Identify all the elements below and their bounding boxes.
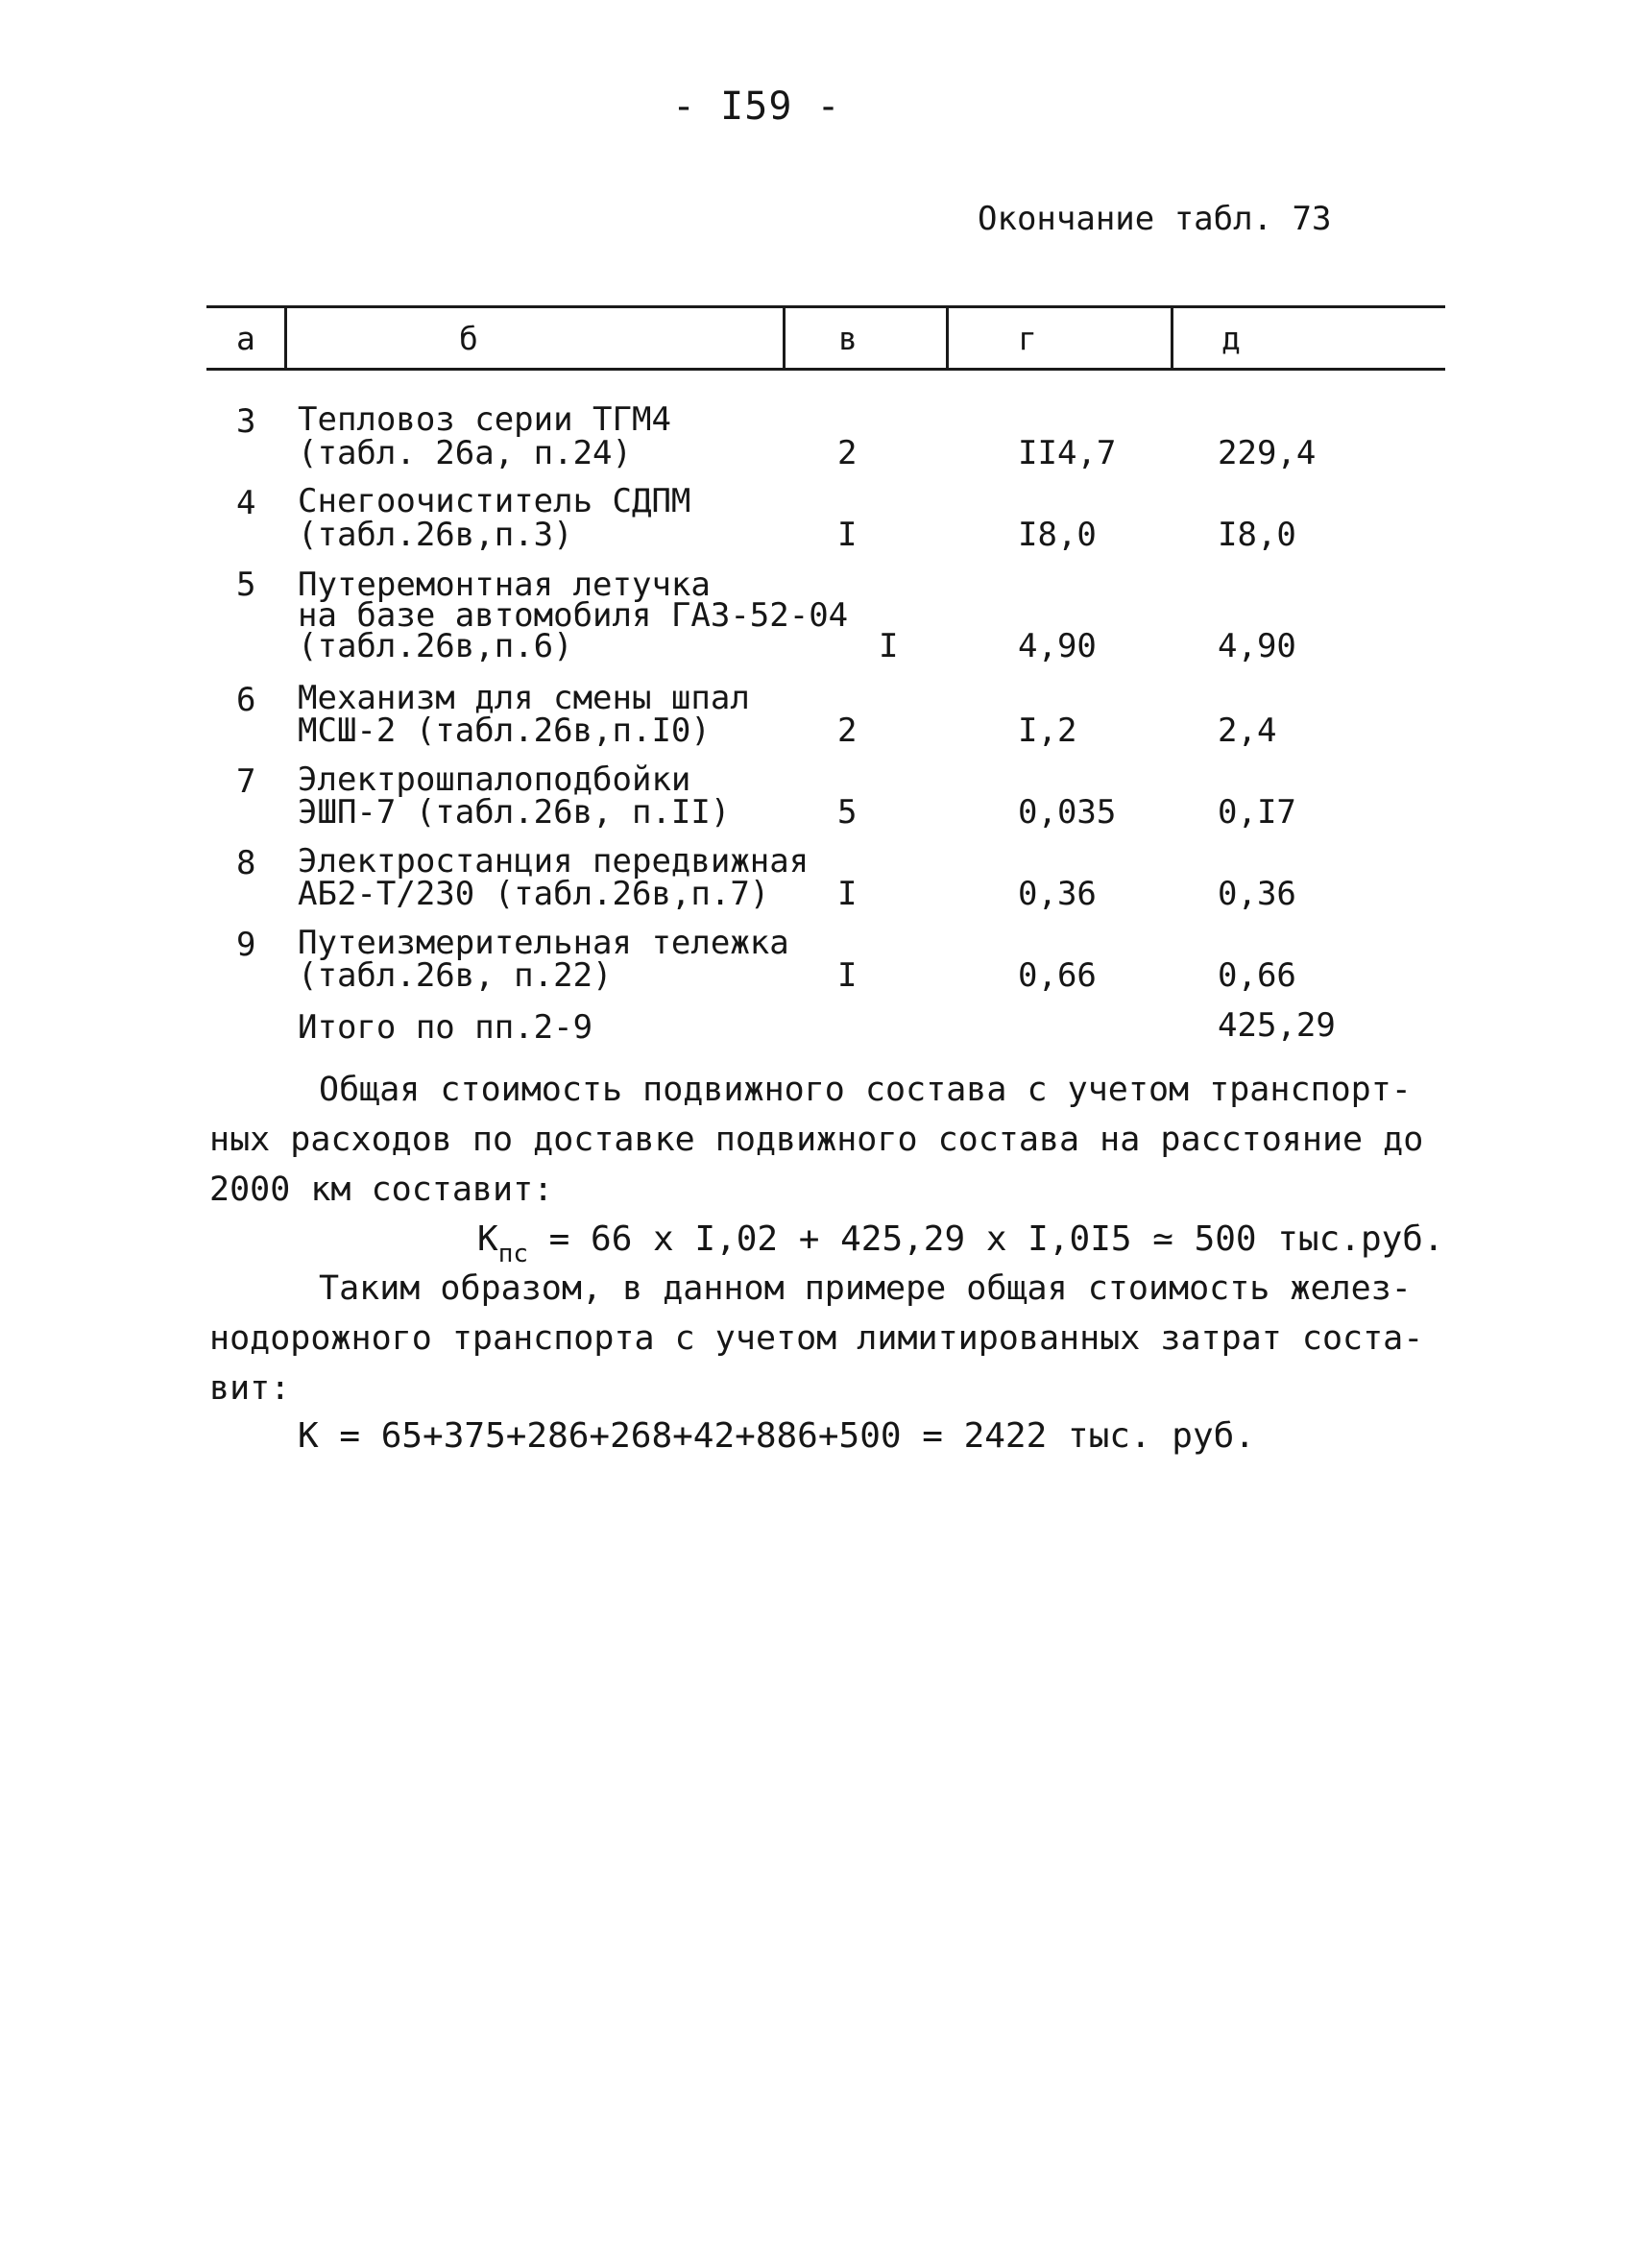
formula-symbol: К (477, 1219, 498, 1259)
row-total: 0,66 (1218, 956, 1296, 995)
row-name-line: Тепловоз серии ТГМ4 (298, 400, 671, 439)
row-total: I8,0 (1218, 516, 1296, 554)
row-name-line: Путеремонтная летучка (298, 566, 711, 604)
paragraph-line: нодорожного транспорта с учетом лимитированных затрат соста- (209, 1319, 1424, 1358)
row-unit-price: 0,36 (1018, 875, 1097, 913)
total-label: Итого по пп.2-9 (298, 1008, 593, 1047)
header-cell-d: д (1221, 320, 1241, 357)
row-name-line: (табл.26в, п.22) (298, 956, 613, 995)
formula-rolling-stock (477, 1219, 1444, 1268)
row-quantity: 2 (837, 434, 858, 472)
row-total: 229,4 (1218, 434, 1317, 472)
paragraph-line: Общая стоимость подвижного состава с учетом транспорт- (319, 1071, 1412, 1109)
formula-expression: = 66 х I,02 + 425,29 х I,0I5 ≃ 500 тыс.руб. (528, 1219, 1444, 1259)
paragraph-line: вит: (209, 1369, 291, 1408)
row-number: 5 (236, 566, 256, 604)
formula-subscript: пс (497, 1240, 528, 1268)
row-name-line: Снегоочиститель СДПМ (298, 482, 691, 520)
table-top-rule (206, 305, 1445, 308)
paragraph-line: ных расходов по доставке подвижного состава на расстояние до (209, 1121, 1424, 1159)
row-quantity: 5 (837, 793, 858, 832)
header-cell-g: г (1018, 320, 1037, 357)
row-unit-price: I,2 (1018, 712, 1077, 750)
column-divider (946, 307, 949, 371)
row-number: 8 (236, 844, 256, 882)
row-name-line: (табл.26в,п.3) (298, 516, 573, 554)
row-unit-price: 0,035 (1018, 793, 1117, 832)
row-unit-price: II4,7 (1018, 434, 1117, 472)
paragraph-line: Таким образом, в данном примере общая стоимость желез- (319, 1269, 1412, 1308)
row-name-line: Путеизмерительная тележка (298, 924, 789, 962)
header-cell-a: а (236, 320, 255, 357)
row-name-line: Механизм для смены шпал (298, 679, 750, 717)
row-quantity: 2 (837, 712, 858, 750)
row-unit-price: I8,0 (1018, 516, 1097, 554)
column-divider (1171, 307, 1173, 371)
row-total: 0,I7 (1218, 793, 1296, 832)
row-unit-price: 4,90 (1018, 627, 1097, 665)
table-caption: Окончание табл. 73 (978, 200, 1332, 238)
row-number: 3 (236, 402, 256, 441)
table-header-rule (206, 368, 1445, 371)
row-name-line: Электростанция передвижная (298, 842, 810, 881)
row-unit-price: 0,66 (1018, 956, 1097, 995)
row-total: 2,4 (1218, 712, 1277, 750)
row-total: 0,36 (1218, 875, 1296, 913)
row-total: 4,90 (1218, 627, 1296, 665)
row-quantity: I (837, 875, 858, 913)
row-name-line: на базе автомобиля ГАЗ-52-04 (298, 596, 849, 635)
header-cell-b: б (459, 320, 478, 357)
formula-total-cost: К = 65+375+286+268+42+886+500 = 2422 тыс. руб. (298, 1416, 1255, 1456)
row-quantity: I (837, 516, 858, 554)
row-number: 7 (236, 762, 256, 801)
page-number: - I59 - (672, 84, 841, 129)
row-quantity: I (837, 956, 858, 995)
header-cell-v: в (838, 320, 858, 357)
total-value: 425,29 (1218, 1006, 1336, 1045)
row-name-line: ЭШП-7 (табл.26в, п.II) (298, 793, 731, 832)
paragraph-line: 2000 км составит: (209, 1170, 554, 1209)
row-name-line: АБ2-Т/230 (табл.26в,п.7) (298, 875, 770, 913)
row-number: 4 (236, 484, 256, 522)
row-number: 6 (236, 681, 256, 719)
row-name-line: МСШ-2 (табл.26в,п.I0) (298, 712, 711, 750)
row-name-line: (табл. 26а, п.24) (298, 434, 632, 472)
column-divider (284, 307, 287, 371)
row-name-line: (табл.26в,п.6) (298, 627, 573, 665)
row-number: 9 (236, 926, 256, 964)
row-quantity: I (879, 627, 899, 665)
column-divider (783, 307, 786, 371)
row-name-line: Электрошпалоподбойки (298, 760, 691, 799)
